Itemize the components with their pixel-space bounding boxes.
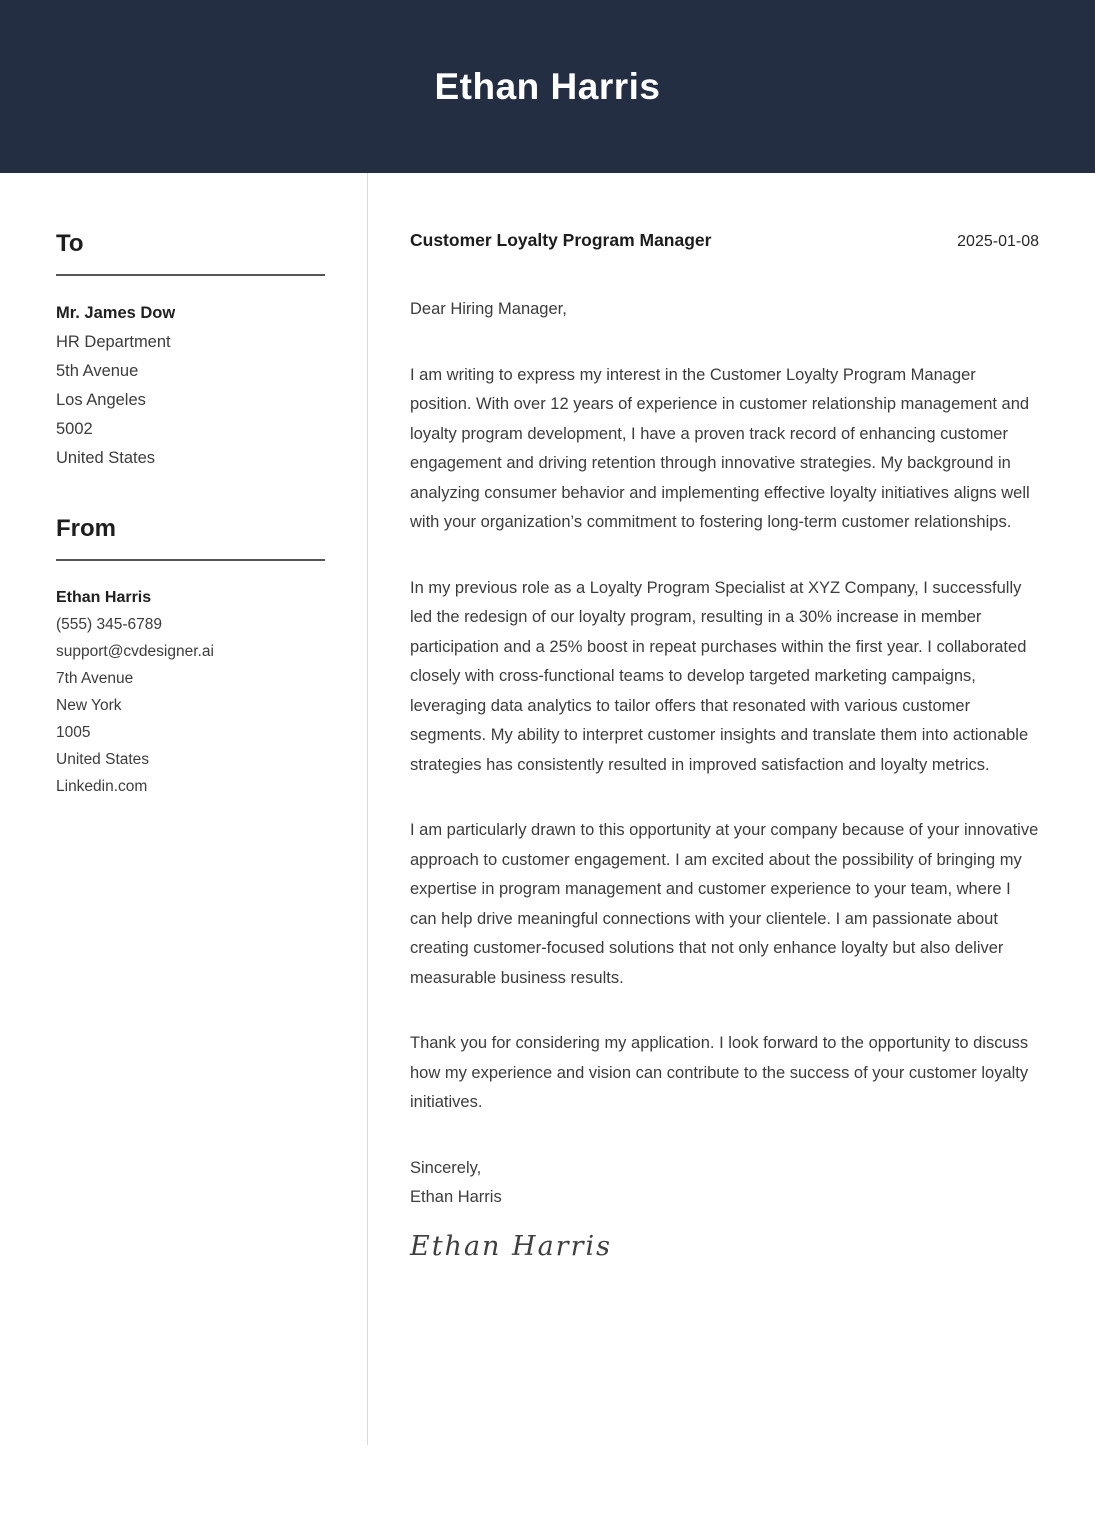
letter-body [368, 173, 1095, 1445]
letter-header [0, 0, 1095, 173]
signer-name: Ethan Harris [410, 1188, 502, 1206]
header-name: Ethan Harris [434, 65, 661, 107]
from-section [56, 515, 325, 800]
sender-phone: (555) 345-6789 [56, 616, 162, 633]
recipient-street: 5th Avenue [56, 362, 139, 380]
letter-date: 2025-01-08 [957, 233, 1039, 250]
to-heading-rule [56, 274, 325, 276]
title-row [410, 230, 1039, 251]
recipient-name: Mr. James Dow [56, 304, 176, 322]
sidebar [0, 173, 368, 1445]
closing-line: Sincerely, [410, 1158, 482, 1177]
job-title: Customer Loyalty Program Manager [410, 230, 712, 250]
paragraph-motivation: I am particularly drawn to this opportunity at your company because of your innovative approach to customer engagement. I am excited about the possibility of bringing my expertise in program management and customer experience to your team, where I can help drive meaningful connections with your clientele. I am passionate about creating customer-focused solutions that not only enhance loyalty but also deliver measurable business results. [410, 821, 1039, 987]
sender-name: Ethan Harris [56, 589, 152, 606]
sender-email: support@cvdesigner.ai [56, 643, 214, 660]
recipient-city: Los Angeles [56, 391, 146, 409]
letter-content [0, 173, 1095, 1445]
recipient-postcode: 5002 [56, 420, 93, 438]
to-section [56, 230, 325, 473]
recipient-country: United States [56, 449, 156, 467]
signature-script: Ethan Harris [410, 1230, 612, 1262]
to-heading: To [56, 230, 84, 257]
paragraph-intro: I am writing to express my interest in the Customer Loyalty Program Manager position. With over 12 years of experience in customer relationship management and loyalty program development, I have a proven track record of enhancing customer engagement and driving retention through innovative strategies. My background in analyzing consumer behavior and implementing effective loyalty initiatives aligns well with your organization’s commitment to fostering long-term customer relationships. [410, 365, 1030, 531]
sender-linkedin: Linkedin.com [56, 778, 148, 795]
sender-city: New York [56, 697, 122, 714]
from-heading: From [56, 515, 116, 542]
paragraph-experience: In my previous role as a Loyalty Program Specialist at XYZ Company, I successfully led the redesign of our loyalty program, resulting in a 30% increase in member participation and a 25% boost in repeat purchases within the first year. I collaborated closely with cross-functional teams to develop targeted marketing campaigns, leveraging data analytics to tailor offers that resonated with various customer segments. My ability to interpret customer insights and translate them into actionable strategies has consistently resulted in improved satisfaction and loyalty metrics. [410, 578, 1029, 774]
sender-postcode: 1005 [56, 724, 91, 741]
sender-country: United States [56, 751, 150, 768]
salutation: Dear Hiring Manager, [410, 300, 567, 318]
paragraph-thanks: Thank you for considering my application. I look forward to the opportunity to discuss how my experience and vision can contribute to the success of your customer loyalty initiatives. [410, 1034, 1029, 1111]
recipient-department: HR Department [56, 333, 171, 351]
from-heading-rule [56, 559, 325, 561]
sender-street: 7th Avenue [56, 670, 134, 687]
